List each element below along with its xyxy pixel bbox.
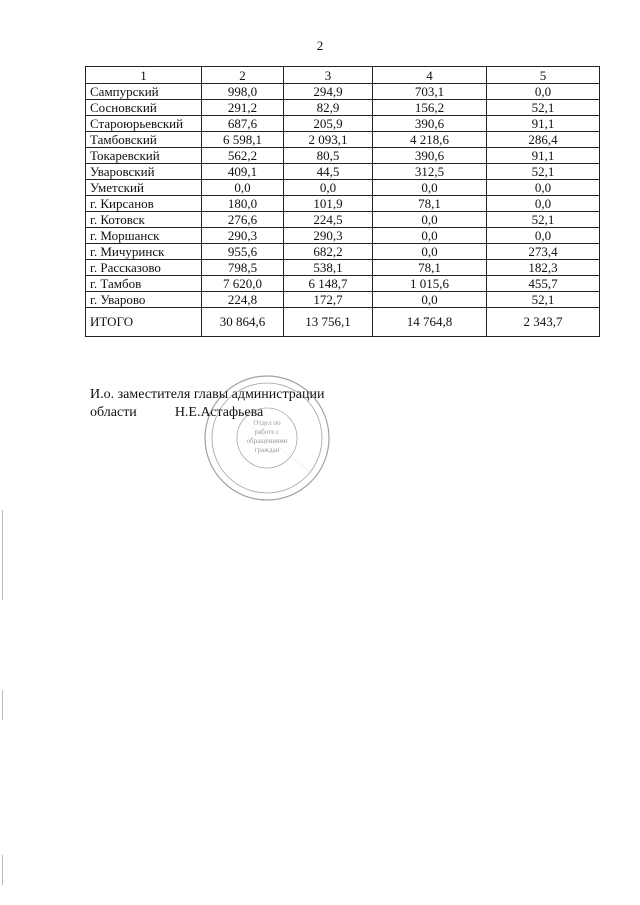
table-cell-value: 0,0	[487, 196, 600, 212]
data-table	[85, 66, 600, 337]
table-cell-name: г. Тамбов	[86, 276, 202, 292]
table-cell-value: 182,3	[487, 260, 600, 276]
table-cell-value: 0,0	[202, 180, 284, 196]
table-cell-value: 44,5	[284, 164, 373, 180]
table-cell-name: Уметский	[86, 180, 202, 196]
table-cell-value: 2 093,1	[284, 132, 373, 148]
table-cell-value: 82,9	[284, 100, 373, 116]
table-cell-name: Токаревский	[86, 148, 202, 164]
table-cell-value: 562,2	[202, 148, 284, 164]
table-cell-name: г. Кирсанов	[86, 196, 202, 212]
table-cell-value: 156,2	[373, 100, 487, 116]
table-cell-value: 4	[373, 67, 487, 84]
table-cell-name: г. Моршанск	[86, 228, 202, 244]
table-cell-value: 180,0	[202, 196, 284, 212]
table-cell-value: 101,9	[284, 196, 373, 212]
table-cell-value: 205,9	[284, 116, 373, 132]
table-cell-name: ИТОГО	[86, 308, 202, 337]
table-cell-value: 80,5	[284, 148, 373, 164]
table-cell-value: 998,0	[202, 84, 284, 100]
table-row	[86, 244, 600, 260]
table-row	[86, 100, 600, 116]
table-cell-value: 286,4	[487, 132, 600, 148]
table-cell-value: 0,0	[373, 228, 487, 244]
table-cell-name: Сампурский	[86, 84, 202, 100]
table-cell-value: 2	[202, 67, 284, 84]
table-cell-value: 78,1	[373, 196, 487, 212]
table-cell-value: 290,3	[284, 228, 373, 244]
table-cell-value: 30 864,6	[202, 308, 284, 337]
table-cell-value: 312,5	[373, 164, 487, 180]
table-cell-value: 224,5	[284, 212, 373, 228]
table-cell-value: 955,6	[202, 244, 284, 260]
table-cell-value: 390,6	[373, 116, 487, 132]
table-cell-value: 703,1	[373, 84, 487, 100]
table-cell-value: 3	[284, 67, 373, 84]
table-cell-value: 0,0	[373, 212, 487, 228]
table-row	[86, 164, 600, 180]
table-cell-value: 52,1	[487, 164, 600, 180]
table-cell-value: 0,0	[373, 180, 487, 196]
table-row	[86, 132, 600, 148]
table-cell-value: 409,1	[202, 164, 284, 180]
table-cell-value: 5	[487, 67, 600, 84]
table-total-row	[86, 308, 600, 337]
table-cell-value: 2 343,7	[487, 308, 600, 337]
table-cell-value: 13 756,1	[284, 308, 373, 337]
table-cell-value: 687,6	[202, 116, 284, 132]
table-cell-value: 172,7	[284, 292, 373, 308]
table-cell-value: 0,0	[373, 244, 487, 260]
table-cell-value: 0,0	[284, 180, 373, 196]
table-cell-value: 455,7	[487, 276, 600, 292]
table-cell-value: 390,6	[373, 148, 487, 164]
table-cell-value: 273,4	[487, 244, 600, 260]
table-cell-value: 91,1	[487, 116, 600, 132]
page-number: 2	[316, 38, 324, 53]
table-cell-value: 0,0	[487, 84, 600, 100]
margin-mark	[2, 855, 3, 885]
table-cell-value: 14 764,8	[373, 308, 487, 337]
table-header-row	[86, 67, 600, 84]
margin-mark	[2, 690, 3, 720]
signature-region: области	[90, 405, 137, 420]
signatory-name: Н.Е.Астафьева	[174, 405, 264, 420]
table-row	[86, 292, 600, 308]
table-row	[86, 180, 600, 196]
table-cell-value: 52,1	[487, 292, 600, 308]
official-seal	[202, 373, 332, 503]
seal-text-line: Отдел по	[253, 419, 281, 427]
margin-mark	[2, 510, 3, 600]
table-cell-value: 682,2	[284, 244, 373, 260]
table-row	[86, 276, 600, 292]
table-cell-value: 291,2	[202, 100, 284, 116]
table-cell-name: Тамбовский	[86, 132, 202, 148]
table-row	[86, 228, 600, 244]
table-cell-name: г. Котовск	[86, 212, 202, 228]
table-row	[86, 116, 600, 132]
table-cell-value: 798,5	[202, 260, 284, 276]
table-cell-name: Староюрьевский	[86, 116, 202, 132]
table-cell-value: 52,1	[487, 212, 600, 228]
table-cell-name: г. Уварово	[86, 292, 202, 308]
table-row	[86, 84, 600, 100]
table-cell-name: Сосновский	[86, 100, 202, 116]
table-cell-value: 0,0	[373, 292, 487, 308]
table-cell-value: 6 148,7	[284, 276, 373, 292]
table-cell-name: г. Мичуринск	[86, 244, 202, 260]
table-cell-name: Уваровский	[86, 164, 202, 180]
table-cell-value: 224,8	[202, 292, 284, 308]
seal-text-line: обращениями	[246, 437, 288, 445]
table-cell-name: г. Рассказово	[86, 260, 202, 276]
table-row	[86, 148, 600, 164]
table-cell-value: 1 015,6	[373, 276, 487, 292]
table-cell-value: 52,1	[487, 100, 600, 116]
table-cell-value: 78,1	[373, 260, 487, 276]
table-cell-value: 290,3	[202, 228, 284, 244]
table-cell-value: 0,0	[487, 228, 600, 244]
table-cell-value: 538,1	[284, 260, 373, 276]
seal-text-line: граждан	[254, 446, 280, 454]
table-cell-value: 294,9	[284, 84, 373, 100]
table-cell-value: 7 620,0	[202, 276, 284, 292]
table-cell-value: 276,6	[202, 212, 284, 228]
table-cell-value: 4 218,6	[373, 132, 487, 148]
table-row	[86, 260, 600, 276]
table-cell-value: 6 598,1	[202, 132, 284, 148]
table-cell-value: 0,0	[487, 180, 600, 196]
table-row	[86, 212, 600, 228]
seal-text-line: работе с	[254, 428, 280, 436]
table-cell-value: 91,1	[487, 148, 600, 164]
table-row	[86, 196, 600, 212]
table-cell-name: 1	[86, 67, 202, 84]
signature-title: И.о. заместителя главы администрации	[90, 387, 325, 402]
